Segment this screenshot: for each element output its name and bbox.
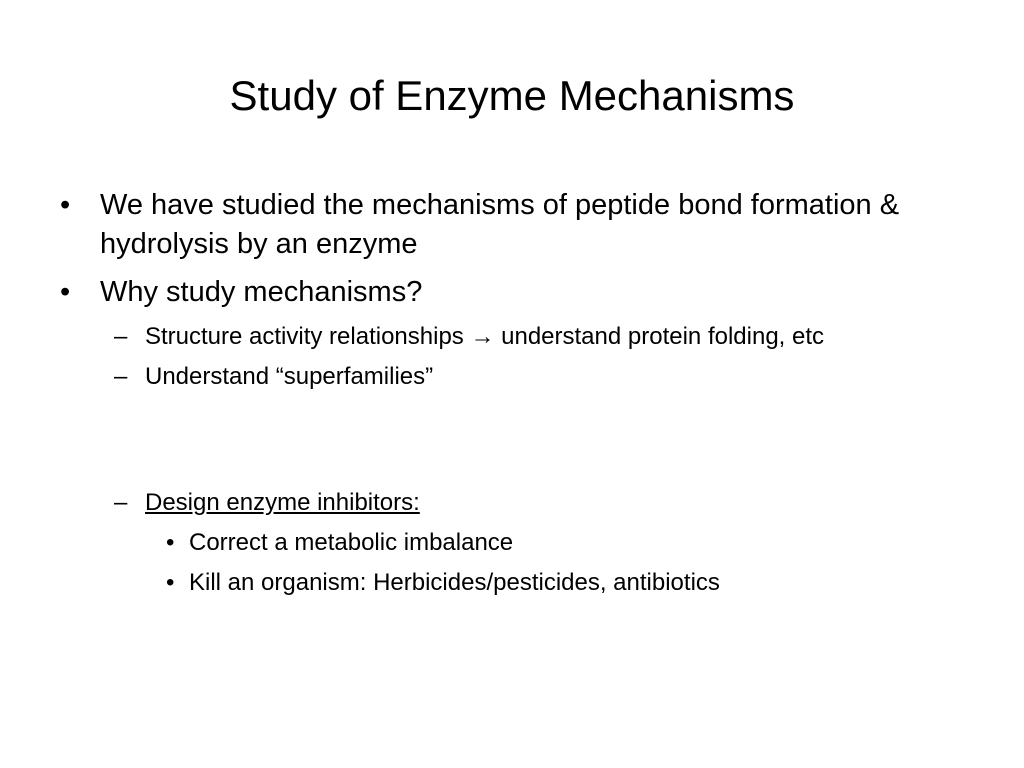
- sub-bullet-structure-activity: [58, 321, 978, 353]
- sub-bullet-design-inhibitors: [58, 487, 978, 519]
- dash-marker: –: [114, 363, 128, 390]
- slide-title: Study of Enzyme Mechanisms: [229, 72, 795, 119]
- bullet-marker: •: [166, 529, 175, 556]
- bullet-text: Why study mechanisms?: [100, 276, 423, 308]
- bullet-peptide-bond: [58, 186, 978, 264]
- dash-marker: –: [114, 323, 128, 350]
- blank-space: [58, 401, 978, 487]
- bullet-why-study: [58, 273, 978, 312]
- sub-sub-bullet-text: Correct a metabolic imbalance: [189, 529, 514, 556]
- sub-bullet-text: Understand “superfamilies”: [145, 363, 434, 390]
- sub-sub-bullet-metabolic: [58, 527, 978, 559]
- bullet-marker: •: [60, 189, 71, 221]
- slide-body: [58, 186, 978, 607]
- sub-bullet-text: Design enzyme inhibitors:: [145, 489, 420, 516]
- bullet-marker: •: [60, 276, 71, 308]
- sub-sub-bullet-text: Kill an organism: Herbicides/pesticides, antibiotics: [189, 569, 720, 596]
- bullet-marker: •: [166, 569, 175, 596]
- dash-marker: –: [114, 489, 128, 516]
- bullet-text: We have studied the mechanisms of peptide bond formation & hydrolysis by an enzyme: [100, 189, 900, 260]
- sub-bullet-superfamilies: [58, 361, 978, 393]
- sub-sub-bullet-kill-organism: [58, 567, 978, 599]
- sub-bullet-text: Structure activity relationships → understand protein folding, etc: [145, 323, 825, 350]
